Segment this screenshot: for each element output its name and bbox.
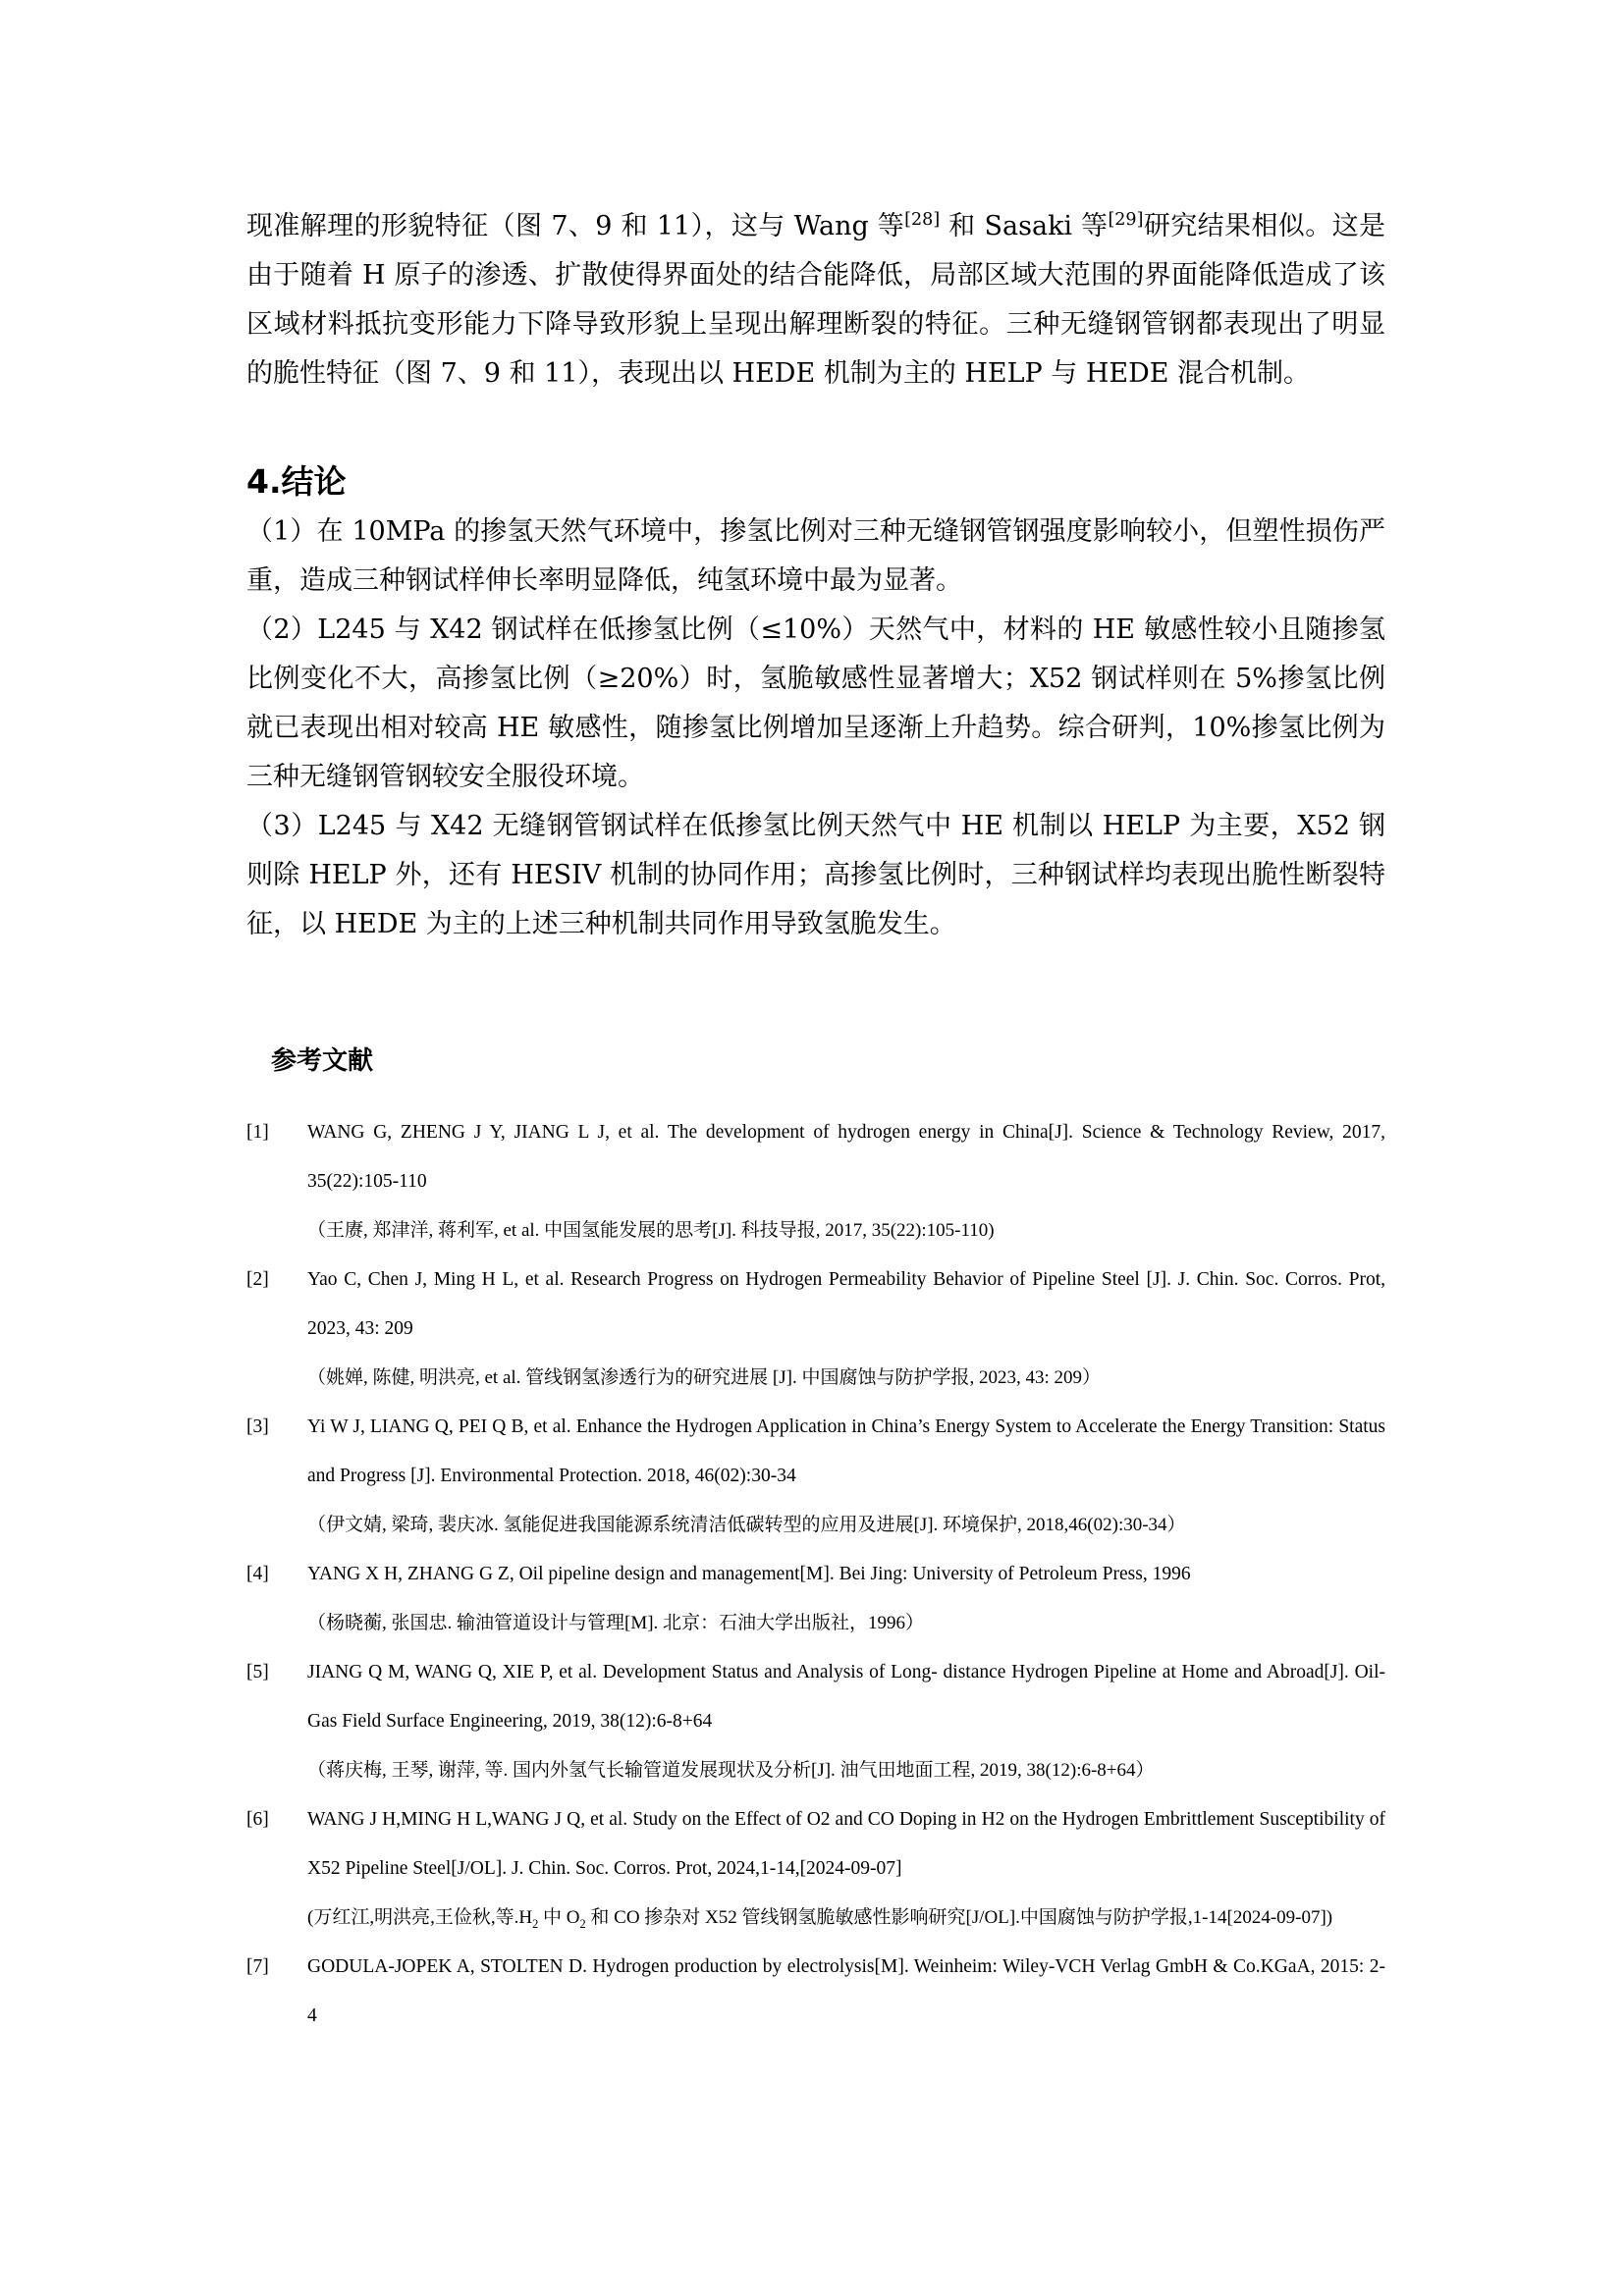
reference-english: GODULA-JOPEK A, STOLTEN D. Hydrogen production by electrolysis[M]. Weinheim: Wiley-VCH Verlag GmbH & Co.KGaA, 2015: 2-4 bbox=[307, 1956, 1385, 2026]
reference-english: Yi W J, LIANG Q, PEI Q B, et al. Enhance the Hydrogen Application in China’s Energy System to Accelerate the Energy Transition: Status and Progress [J]. Environmental Protection. 2018, 46(02):30-34 bbox=[307, 1416, 1385, 1486]
conclusion-item-2: （2）L245 与 X42 钢试样在低掺氢比例（≤10%）天然气中，材料的 HE 敏感性较小且随掺氢比例变化不大，高掺氢比例（≥20%）时，氢脆敏感性显著增大；X52 钢试样则在 5%掺氢比例就已表现出相对较高 HE 敏感性，随掺氢比例增加呈逐渐上升趋势。综合研判，10%掺氢比例为三种无缝钢管钢较安全服役环境。 bbox=[246, 614, 1385, 792]
reference-number: [5] bbox=[246, 1662, 269, 1682]
reference-english: JIANG Q M, WANG Q, XIE P, et al. Development Status and Analysis of Long- distance Hydrogen Pipeline at Home and Abroad[J]. Oil-Gas Field Surface Engineering, 2019, 38(12):6-8+64 bbox=[307, 1662, 1385, 1732]
reference-item bbox=[246, 1943, 1385, 2041]
reference-number: [4] bbox=[246, 1564, 269, 1584]
reference-chinese: （姚婵, 陈健, 明洪亮, et al. 管线钢氢渗透行为的研究进展 [J]. 中国腐蚀与防护学报, 2023, 43: 209） bbox=[307, 1367, 1102, 1388]
intro-text: 现准解理的形貌特征（图 7、9 和 11），这与 Wang 等[28] 和 Sasaki 等[29]研究结果相似。这是由于随着 H 原子的渗透、扩散使得界面处的结合能降低，局部区域大范围的界面能降低造成了该区域材料抵抗变形能力下降导致形貌上呈现出解理断裂的特征。三种无缝钢管钢都表现出了明显的脆性特征（图 7、9 和 11），表现出以 HEDE 机制为主的 HELP 与 HEDE 混合机制。 bbox=[246, 210, 1385, 389]
references-heading: 参考文献 bbox=[271, 1046, 374, 1076]
reference-number: [2] bbox=[246, 1269, 269, 1290]
citation-29: [29] bbox=[1108, 210, 1144, 230]
reference-number: [6] bbox=[246, 1809, 269, 1830]
reference-item bbox=[246, 1648, 1385, 1795]
conclusion-item-1: （1）在 10MPa 的掺氢天然气环境中，掺氢比例对三种无缝钢管钢强度影响较小，但塑性损伤严重，造成三种钢试样伸长率明显降低，纯氢环境中最为显著。 bbox=[246, 516, 1385, 596]
reference-english: YANG X H, ZHANG G Z, Oil pipeline design and management[M]. Bei Jing: University of Petroleum Press, 1996 bbox=[307, 1564, 1191, 1584]
reference-chinese: （伊文婧, 梁琦, 裴庆冰. 氢能促进我国能源系统清洁低碳转型的应用及进展[J]. 环境保护, 2018,46(02):30-34） bbox=[307, 1515, 1186, 1535]
section-heading-conclusions: 4.结论 bbox=[246, 462, 347, 501]
reference-chinese: （王赓, 郑津洋, 蒋利军, et al. 中国氢能发展的思考[J]. 科技导报, 2017, 35(22):105-110) bbox=[307, 1220, 995, 1241]
reference-english: Yao C, Chen J, Ming H L, et al. Research Progress on Hydrogen Permeability Behavior of Pipeline Steel [J]. J. Chin. Soc. Corros. Prot, 2023, 43: 209 bbox=[307, 1269, 1385, 1339]
reference-list bbox=[246, 1108, 1385, 2041]
conclusions-list bbox=[246, 507, 1385, 949]
reference-item bbox=[246, 1255, 1385, 1403]
reference-english: WANG J H,MING H L,WANG J Q, et al. Study on the Effect of O2 and CO Doping in H2 on the Hydrogen Embrittlement Susceptibility of X52 Pipeline Steel[J/OL]. J. Chin. Soc. Corros. Prot, 2024,1-14,[2024-09-07] bbox=[307, 1809, 1385, 1879]
conclusion-item-3: （3）L245 与 X42 无缝钢管钢试样在低掺氢比例天然气中 HE 机制以 HELP 为主要，X52 钢则除 HELP 外，还有 HESIV 机制的协同作用；高掺氢比例时，三种钢试样均表现出脆性断裂特征，以 HEDE 为主的上述三种机制共同作用导致氢脆发生。 bbox=[246, 811, 1385, 939]
citation-28: [28] bbox=[904, 210, 941, 230]
reference-number: [3] bbox=[246, 1416, 269, 1437]
reference-chinese: (万红江,明洪亮,王俭秋,等$.H_2$ 中 $O_2$ 和 CO 掺杂对 X52 管线钢氢脆敏感性影响研究[J/OL].中国腐蚀与防护学报,1-14[2024-09-07]) bbox=[307, 1907, 1333, 1931]
reference-number: [7] bbox=[246, 1956, 269, 1977]
reference-item bbox=[246, 1108, 1385, 1255]
reference-chinese: （蒋庆梅, 王琴, 谢萍, 等. 国内外氢气长输管道发展现状及分析[J]. 油气田地面工程, 2019, 38(12):6-8+64） bbox=[307, 1760, 1155, 1781]
reference-number: [1] bbox=[246, 1122, 269, 1143]
reference-chinese: （杨晓蘅, 张国忠. 输油管道设计与管理[M]. 北京：石油大学出版社，1996） bbox=[307, 1613, 925, 1633]
reference-english: WANG G, ZHENG J Y, JIANG L J, et al. The development of hydrogen energy in China[J]. Science & Technology Review, 2017, 35(22):105-110 bbox=[307, 1122, 1385, 1192]
intro-paragraph bbox=[246, 202, 1385, 399]
reference-item bbox=[246, 1403, 1385, 1550]
reference-item bbox=[246, 1550, 1385, 1648]
reference-item bbox=[246, 1795, 1385, 1943]
